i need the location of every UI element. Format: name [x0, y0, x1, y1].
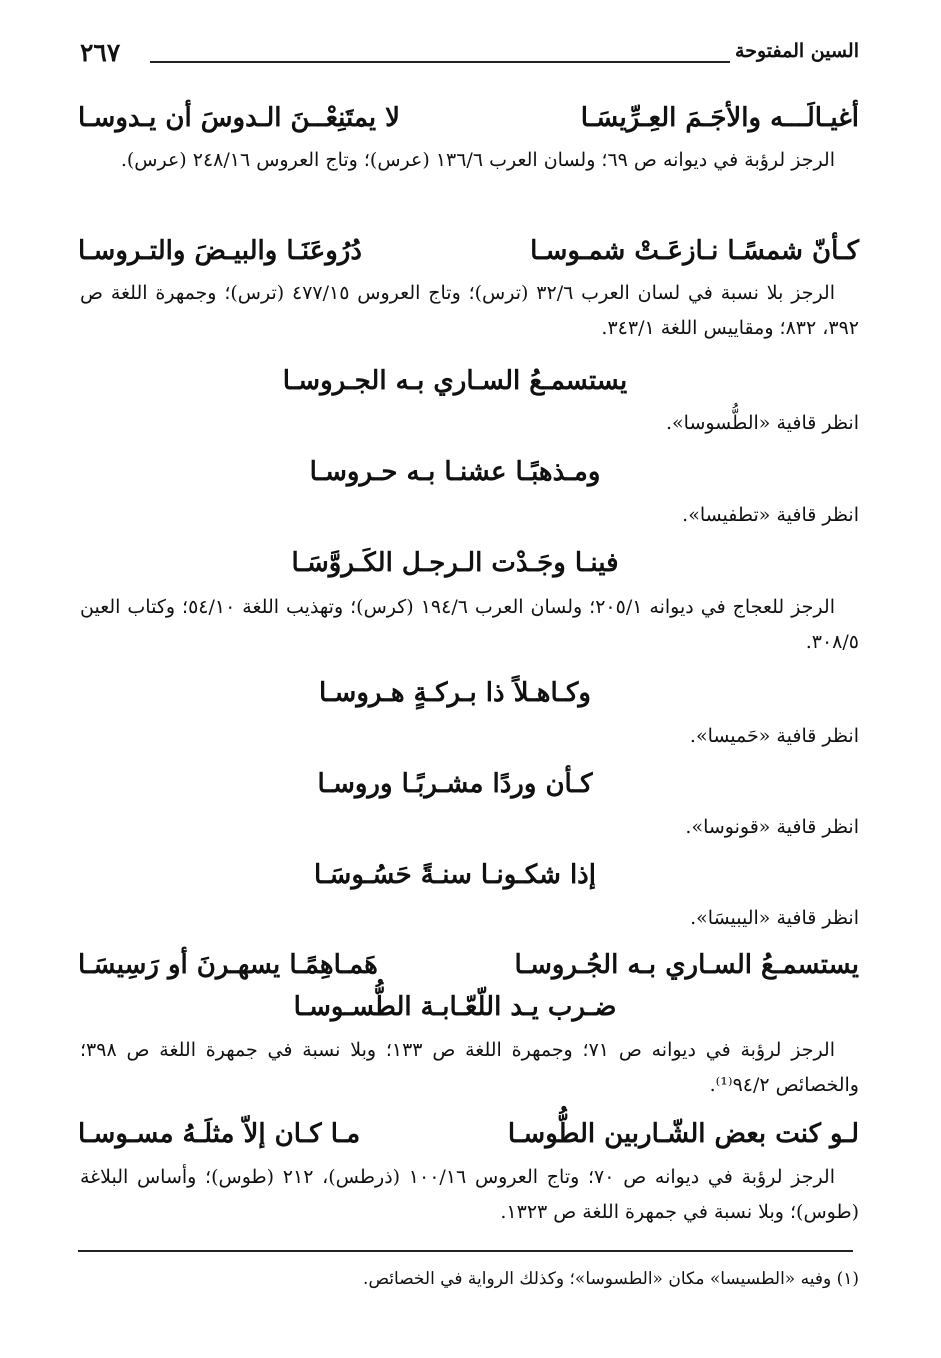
cross-reference: انظر قافية «قونوسا».: [685, 816, 859, 838]
commentary-paragraph: الرجز لرؤبة في ديوانه ص ٦٩؛ ولسان العرب ١٣٦/٦ (عرس)؛ وتاج العروس ٢٤٨/١٦ (عرس).: [120, 149, 835, 171]
commentary-paragraph: الرجز بلا نسبة في لسان العرب ٣٢/٦ (ترس)؛ وتاج العروس ٤٧٧/١٥ (ترس)؛ وجمهرة اللغة ص ٣٩٢، ٨٣٢؛ ومقاييس اللغة ٣٤٣/١.: [80, 282, 859, 339]
verse-first-hemistich: لـو كنت بعض الشّـاربين الطُّوسـا: [507, 1119, 859, 1149]
single-verse-line: كـأن وردًا مشـربًـا وروسـا: [317, 769, 593, 799]
header-rule: [150, 61, 730, 63]
verse-first-hemistich: يستسمـعُ السـاري بـه الجُـروسـا: [514, 950, 859, 980]
page-number: ٢٦٧: [80, 38, 121, 67]
verse-line: [78, 945, 859, 985]
commentary-paragraph: الرجز لرؤبة في ديوانه ص ٧١؛ وجمهرة اللغة ص ١٣٣؛ وبلا نسبة في جمهرة اللغة ص ٣٩٨؛ والخصائص ٩٤/٢⁽¹⁾.: [80, 1039, 859, 1096]
commentary-paragraph: الرجز للعجاج في ديوانه ٢٠٥/١؛ ولسان العرب ١٩٤/٦ (كرس)؛ وتهذيب اللغة ٥٤/١٠؛ وكتاب العين ٣٠٨/٥.: [80, 596, 859, 653]
cross-reference: انظر قافية «حَميسا».: [689, 725, 859, 747]
verse-line: [78, 98, 859, 138]
cross-reference: انظر قافية «تطفيسا».: [682, 504, 859, 526]
running-header: السين المفتوحة: [735, 40, 859, 62]
commentary-paragraph: الرجز لرؤبة في ديوانه ص ٧٠؛ وتاج العروس ١٠٠/١٦ (ذرطس)، ٢١٢ (طوس)؛ وأساس البلاغة (طوس)؛ وبلا نسبة في جمهرة اللغة ص ١٣٢٣.: [80, 1166, 859, 1223]
single-verse-line: وكـاهـلاً ذا بـركـةٍ هـروسـا: [319, 678, 591, 708]
single-verse-line: ومـذهبًـا عشنـا بـه حـروسـا: [309, 457, 601, 487]
footnote: (١) وفيه «الطسيسا» مكان «الطسوسا»؛ وكذلك الرواية في الخصائص.: [363, 1269, 859, 1289]
cross-reference: انظر قافية «اليبيسَا».: [690, 907, 859, 929]
footnote-rule: [78, 1250, 853, 1252]
verse-second-hemistich: لا يمتَنِعْــنَ الـدوسَ أن يـدوسـا: [78, 103, 400, 133]
single-verse-line: فينـا وجَـدْت الـرجـل الكَـروَّسَـا: [291, 548, 619, 578]
single-verse-line: ضـرب يـد اللّعّـابـة الطُّسـوسـا: [293, 992, 617, 1022]
single-verse-line: إذا شكـونـا سنـةً حَسُـوسَـا: [314, 860, 596, 890]
verse-second-hemistich: هَمـاهِمًـا يسهـرنَ أو رَسِيسَـا: [78, 950, 378, 980]
verse-second-hemistich: مـا كـان إلاّ مثلَـهُ مسـوسـا: [78, 1119, 361, 1149]
cross-reference: انظر قافية «الطُّسوسا».: [665, 412, 859, 434]
verse-first-hemistich: أغيـالَـــه والأجَـمَ العِـرِّيسَـا: [580, 103, 859, 133]
single-verse-line: يستسمـعُ السـاري بـه الجـروسـا: [282, 366, 628, 396]
verse-second-hemistich: دُرُوعَنَـا والبيـضَ والتـروسـا: [78, 236, 362, 266]
verse-line: [78, 1114, 859, 1154]
verse-line: [78, 231, 859, 271]
verse-first-hemistich: كـأنّ شمسًـا نـازعَـتْ شمـوسـا: [530, 236, 859, 266]
